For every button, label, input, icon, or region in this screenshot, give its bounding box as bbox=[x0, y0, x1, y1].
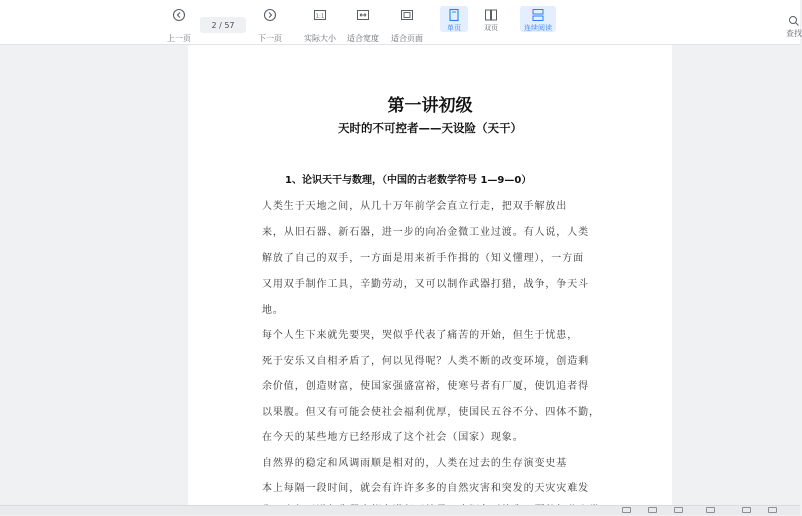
body-line: 死于安乐又自相矛盾了，何以见得呢？人类不断的改变环境，创造剩 bbox=[262, 356, 589, 367]
fit-width-button[interactable] bbox=[347, 6, 379, 44]
fit-width-label: 适合宽度 bbox=[347, 34, 379, 43]
single-page-label: 单页 bbox=[447, 24, 461, 32]
continuous-reading-label: 连续阅读 bbox=[524, 24, 552, 32]
svg-text:1:1: 1:1 bbox=[315, 13, 325, 20]
body-line: 自然界的稳定和风调雨顺是相对的，人类在过去的生存演变史基 bbox=[262, 458, 568, 469]
continuous-reading-button[interactable] bbox=[520, 6, 556, 32]
prev-page-button[interactable] bbox=[165, 6, 193, 44]
fit-page-icon bbox=[400, 8, 414, 22]
toolbar bbox=[0, 0, 800, 45]
search-label: 查找 bbox=[786, 29, 802, 38]
body-line: 地。 bbox=[262, 305, 284, 316]
double-page-label: 双页 bbox=[484, 24, 498, 32]
two-page-view-icon[interactable] bbox=[674, 507, 683, 513]
scroll-view-icon[interactable] bbox=[706, 507, 715, 513]
settings-icon[interactable] bbox=[768, 507, 777, 513]
body-line: 每个人生下来就先要哭，哭似乎代表了痛苦的开始，但生于忧患， bbox=[262, 330, 579, 341]
status-bar bbox=[0, 505, 800, 515]
single-page-icon bbox=[447, 8, 461, 22]
body-line: 解放了自己的双手，一方面是用来祈手作揖的（知义懂理），一方面 bbox=[262, 253, 584, 264]
fullscreen-icon[interactable] bbox=[742, 507, 751, 513]
page-number-input[interactable]: 2 / 57 bbox=[200, 17, 246, 33]
document-page bbox=[188, 45, 672, 505]
actual-size-icon bbox=[313, 8, 327, 22]
page-title: 第一讲初级 bbox=[387, 96, 473, 116]
actual-size-label: 实际大小 bbox=[304, 34, 336, 43]
search-icon bbox=[788, 15, 800, 27]
prev-page-label: 上一页 bbox=[167, 34, 191, 43]
body-line: 人类生于天地之间，从几十万年前学会直立行走，把双手解放出 bbox=[262, 201, 568, 212]
double-page-button[interactable] bbox=[477, 6, 505, 32]
chevron-left-circle-icon bbox=[172, 8, 186, 22]
body-line: 又用双手制作工具，辛勤劳动，又可以制作武器打猎，战争，争天斗 bbox=[262, 279, 589, 290]
section-heading: 1、论识天干与数理，（中国的古老数学符号 1—9—0） bbox=[285, 175, 532, 186]
body-line: 来，从旧石器、新石器，进一步的向冶金微工业过渡。有人说，人类 bbox=[262, 227, 589, 238]
chevron-right-circle-icon bbox=[263, 8, 277, 22]
next-page-button[interactable] bbox=[256, 6, 284, 44]
fit-page-button[interactable] bbox=[391, 6, 423, 44]
continuous-reading-icon bbox=[531, 8, 545, 22]
fit-width-icon bbox=[356, 8, 370, 22]
double-page-icon bbox=[484, 8, 498, 22]
actual-size-button[interactable] bbox=[304, 6, 336, 44]
page-subtitle: 天时的不可控者——天设险（天干） bbox=[338, 121, 522, 135]
document-viewer[interactable] bbox=[0, 45, 800, 505]
next-page-label: 下一页 bbox=[258, 34, 282, 43]
thumbnail-view-icon[interactable] bbox=[622, 507, 631, 513]
body-line: 本上每隔一段时间，就会有许许多多的自然灾害和突发的天灾灾难发 bbox=[262, 483, 589, 494]
body-line: 在今天的某些地方已经形成了这个社会（国家）现象。 bbox=[262, 432, 524, 443]
body-line: 余价值，创造财富，使国家强盛富裕，使寒号者有厂厦，使饥追者得 bbox=[262, 381, 589, 392]
outline-view-icon[interactable] bbox=[648, 507, 657, 513]
body-line: 以果腹。但又有可能会使社会福利优厚，使国民五谷不分、四体不勤， bbox=[262, 407, 600, 418]
fit-page-label: 适合页面 bbox=[391, 34, 423, 43]
single-page-button[interactable] bbox=[440, 6, 468, 32]
